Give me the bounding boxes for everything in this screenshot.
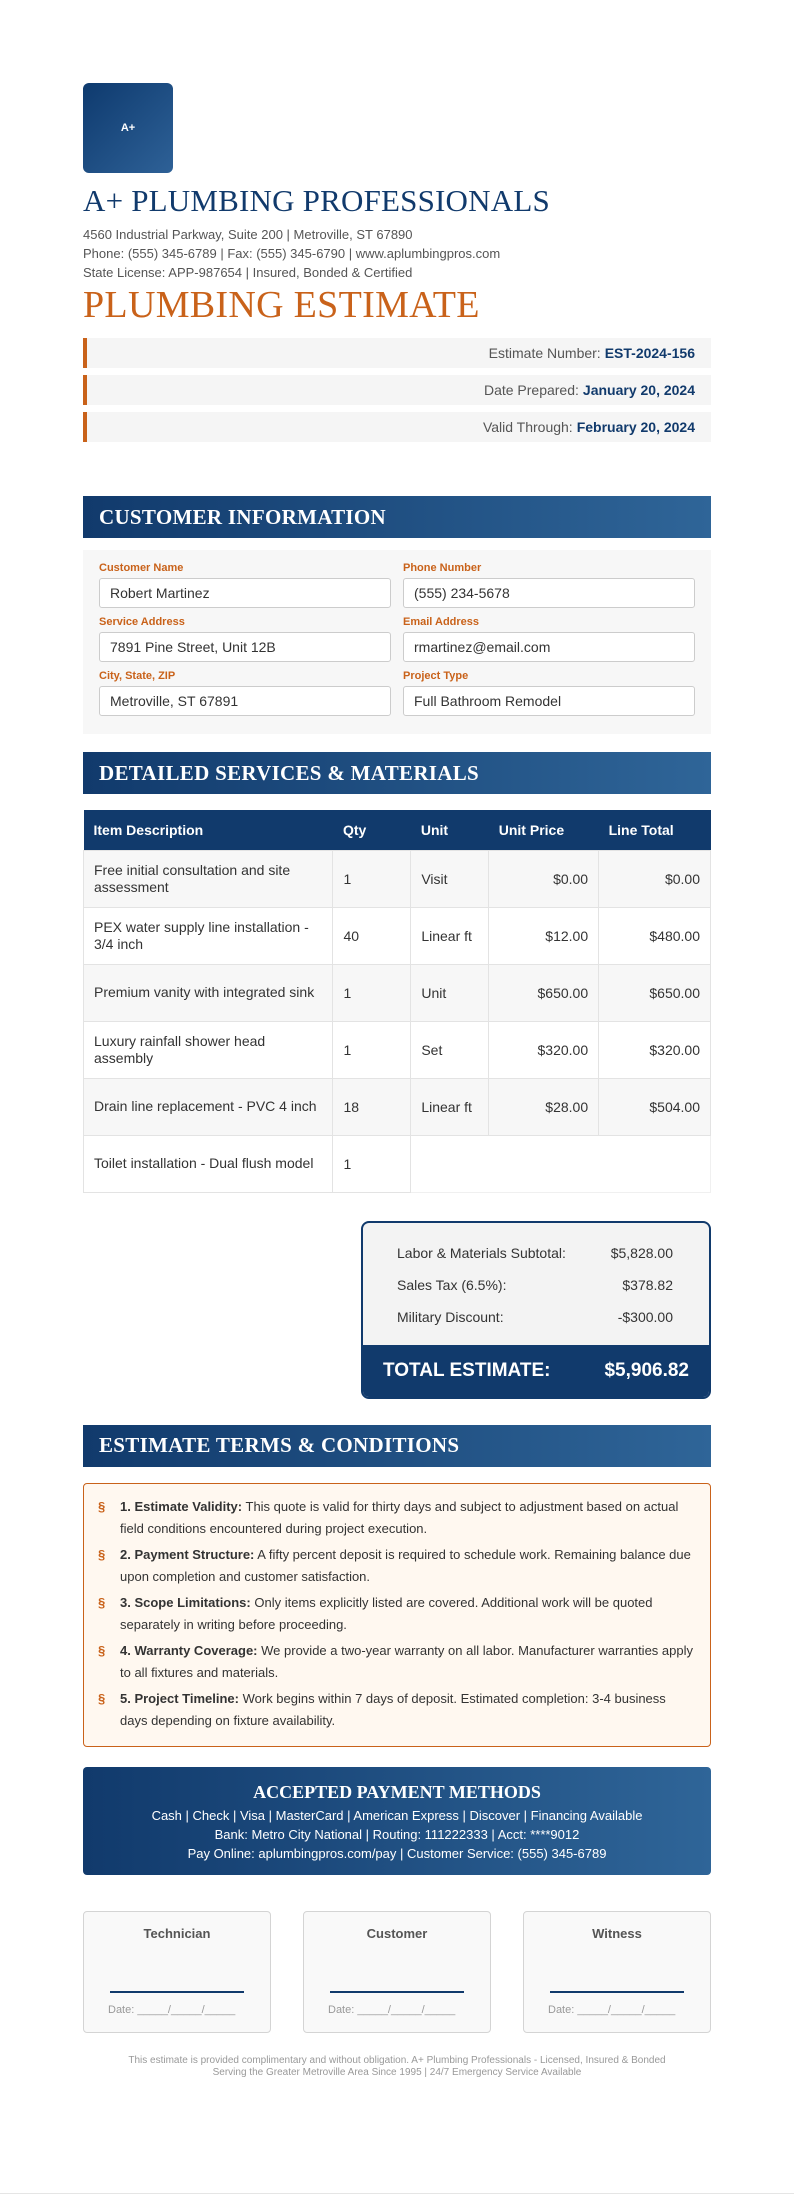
tax-value: $378.82 xyxy=(622,1276,673,1293)
section-symbol: § xyxy=(98,1690,106,1706)
valid-through-row xyxy=(83,412,711,442)
item-qty: 18 xyxy=(333,1078,411,1135)
subtotal-value: $5,828.00 xyxy=(610,1244,673,1261)
customer-info-heading: CUSTOMER INFORMATION xyxy=(83,496,711,538)
payment-methods-line: Cash | Check | Visa | MasterCard | American Express | Discover | Financing Available xyxy=(151,1807,643,1823)
meta-label: Estimate Number: xyxy=(488,345,601,361)
term-text: Work begins within 7 days of deposit. Estimated completion: 3-4 business days depending on fixture availability. xyxy=(120,1690,666,1728)
customer-signature-box[interactable] xyxy=(303,1911,491,2033)
service-address-input[interactable]: 7891 Pine Street, Unit 12B xyxy=(99,632,391,662)
field-label: Customer Name xyxy=(99,562,184,574)
item-unit: Unit xyxy=(411,964,489,1021)
term-title: 4. Warranty Coverage: xyxy=(120,1642,258,1658)
section-symbol: § xyxy=(98,1498,106,1514)
signature-date: Date: _____/_____/_____ xyxy=(548,2003,676,2016)
project-type-input[interactable]: Full Bathroom Remodel xyxy=(403,686,695,716)
email-address-input[interactable]: rmartinez@email.com xyxy=(403,632,695,662)
item-unit: Set xyxy=(411,1021,489,1078)
technician-signature-box[interactable] xyxy=(83,1911,271,2033)
term-title: 3. Scope Limitations: xyxy=(120,1594,251,1610)
phone-number-field xyxy=(403,562,695,608)
meta-label: Date Prepared: xyxy=(483,382,579,398)
item-line-total: $650.00 xyxy=(599,964,711,1021)
item-unit-price: $28.00 xyxy=(489,1078,599,1135)
email-address-field xyxy=(403,616,695,662)
payment-heading: ACCEPTED PAYMENT METHODS xyxy=(253,1781,541,1802)
document-title: PLUMBING ESTIMATE xyxy=(83,284,480,326)
witness-signature-box[interactable] xyxy=(523,1911,711,2033)
signature-section xyxy=(83,1911,711,2033)
term-text: We provide a two-year warranty on all labor. Manufacturer warranties apply to all fixtures and materials. xyxy=(120,1642,693,1680)
section-symbol: § xyxy=(98,1642,106,1658)
services-table xyxy=(83,810,711,1193)
discount-row xyxy=(363,1301,709,1333)
col-header-line-total: Line Total xyxy=(599,810,711,850)
payment-methods-box xyxy=(83,1767,711,1875)
item-qty: 1 xyxy=(333,1021,411,1078)
item-description: PEX water supply line installation - 3/4 inch xyxy=(84,907,333,964)
footer xyxy=(83,2055,711,2079)
item-qty: 1 xyxy=(333,850,411,907)
field-label: Project Type xyxy=(403,670,469,682)
services-heading: DETAILED SERVICES & MATERIALS xyxy=(83,752,711,794)
section-symbol: § xyxy=(98,1546,106,1562)
term-text: This quote is valid for thirty days and subject to adjustment based on actual field conditions encountered during project execution. xyxy=(120,1498,679,1536)
field-label: City, State, ZIP xyxy=(99,670,176,682)
company-contact: Phone: (555) 345-6789 | Fax: (555) 345-6790 | www.aplumbingpros.com xyxy=(83,246,501,261)
phone-number-input[interactable]: (555) 234-5678 xyxy=(403,578,695,608)
project-type-field xyxy=(403,670,695,716)
item-unit: Linear ft xyxy=(411,907,489,964)
term-title: 5. Project Timeline: xyxy=(120,1690,239,1706)
signature-line xyxy=(330,1991,464,1993)
city-state-zip-input[interactable]: Metroville, ST 67891 xyxy=(99,686,391,716)
company-address: 4560 Industrial Parkway, Suite 200 | Metroville, ST 67890 xyxy=(83,227,413,242)
terms-list xyxy=(83,1483,711,1747)
list-item xyxy=(98,1496,694,1540)
valid-through: February 20, 2024 xyxy=(576,419,695,435)
item-description: Drain line replacement - PVC 4 inch xyxy=(84,1078,333,1135)
company-name: A+ PLUMBING PROFESSIONALS xyxy=(83,183,550,218)
item-description: Premium vanity with integrated sink xyxy=(84,964,333,1021)
date-prepared-row xyxy=(83,375,711,405)
service-address-field xyxy=(99,616,391,662)
date-prepared: January 20, 2024 xyxy=(582,382,695,398)
signature-title: Customer xyxy=(366,1925,428,1941)
page-bottom-rule xyxy=(0,2193,794,2194)
table-row xyxy=(84,1078,711,1135)
table-row xyxy=(84,1135,711,1192)
tax-row xyxy=(363,1269,709,1301)
col-header-description: Item Description xyxy=(84,810,333,850)
customer-name-field xyxy=(99,562,391,608)
table-row xyxy=(84,907,711,964)
signature-title: Witness xyxy=(592,1925,642,1941)
totals-box xyxy=(361,1221,711,1399)
table-row xyxy=(84,964,711,1021)
signature-title: Technician xyxy=(143,1925,211,1941)
list-item xyxy=(98,1688,694,1732)
city-state-zip-field xyxy=(99,670,391,716)
subtotal-label: Labor & Materials Subtotal: xyxy=(397,1244,566,1261)
empty-cell xyxy=(411,1135,711,1192)
item-unit-price: $650.00 xyxy=(489,964,599,1021)
item-description: Toilet installation - Dual flush model xyxy=(84,1135,333,1192)
estimate-meta xyxy=(83,338,711,442)
item-description: Free initial consultation and site assessment xyxy=(84,850,333,907)
item-unit-price: $320.00 xyxy=(489,1021,599,1078)
item-line-total: $0.00 xyxy=(599,850,711,907)
item-qty: 1 xyxy=(333,964,411,1021)
footer-line-1: This estimate is provided complimentary and without obligation. A+ Plumbing Professionals - Licensed, Insured & Bonded xyxy=(128,2054,666,2066)
table-header-row xyxy=(84,810,711,850)
footer-line-2: Serving the Greater Metroville Area Since 1995 | 24/7 Emergency Service Available xyxy=(212,2066,582,2078)
signature-line xyxy=(550,1991,684,1993)
terms-heading: ESTIMATE TERMS & CONDITIONS xyxy=(83,1425,711,1467)
item-line-total: $504.00 xyxy=(599,1078,711,1135)
list-item xyxy=(98,1640,694,1684)
logo-text: A+ xyxy=(120,122,136,134)
tax-label: Sales Tax (6.5%): xyxy=(397,1276,507,1293)
signature-date: Date: _____/_____/_____ xyxy=(328,2003,456,2016)
customer-info-form xyxy=(83,550,711,734)
item-qty: 40 xyxy=(333,907,411,964)
list-item xyxy=(98,1592,694,1636)
term-title: 2. Payment Structure: xyxy=(120,1546,255,1562)
grand-total-label: TOTAL ESTIMATE: xyxy=(383,1359,551,1381)
subtotal-row xyxy=(363,1237,709,1269)
item-qty: 1 xyxy=(333,1135,411,1192)
item-line-total: $320.00 xyxy=(599,1021,711,1078)
field-label: Phone Number xyxy=(403,562,482,574)
item-unit: Linear ft xyxy=(411,1078,489,1135)
col-header-unit-price: Unit Price xyxy=(489,810,599,850)
term-text: A fifty percent deposit is required to schedule work. Remaining balance due upon completion and customer satisfaction. xyxy=(120,1546,691,1584)
table-row xyxy=(84,850,711,907)
term-title: 1. Estimate Validity: xyxy=(120,1498,243,1514)
company-license: State License: APP-987654 | Insured, Bonded & Certified xyxy=(83,265,413,280)
list-item xyxy=(98,1544,694,1588)
company-details xyxy=(83,225,711,282)
grand-total-row xyxy=(363,1345,709,1397)
estimate-number: EST-2024-156 xyxy=(604,345,695,361)
field-label: Service Address xyxy=(99,616,185,628)
term-text: Only items explicitly listed are covered. Additional work will be quoted separately in writing before proceeding. xyxy=(120,1594,653,1632)
signature-line xyxy=(110,1991,244,1993)
section-symbol: § xyxy=(98,1594,106,1610)
grand-total-value: $5,906.82 xyxy=(604,1359,689,1381)
signature-date: Date: _____/_____/_____ xyxy=(108,2003,236,2016)
col-header-unit: Unit xyxy=(411,810,489,850)
field-label: Email Address xyxy=(403,616,480,628)
bank-details-line: Bank: Metro City National | Routing: 111222333 | Acct: ****9012 xyxy=(214,1826,580,1842)
col-header-qty: Qty xyxy=(333,810,411,850)
item-description: Luxury rainfall shower head assembly xyxy=(84,1021,333,1078)
item-unit: Visit xyxy=(411,850,489,907)
pay-online-line: Pay Online: aplumbingpros.com/pay | Customer Service: (555) 345-6789 xyxy=(187,1845,607,1861)
estimate-page xyxy=(83,83,711,2079)
item-line-total: $480.00 xyxy=(599,907,711,964)
company-logo xyxy=(83,83,173,173)
customer-name-input[interactable]: Robert Martinez xyxy=(99,578,391,608)
item-unit-price: $0.00 xyxy=(489,850,599,907)
table-row xyxy=(84,1021,711,1078)
meta-label: Valid Through: xyxy=(482,419,573,435)
item-unit-price: $12.00 xyxy=(489,907,599,964)
estimate-number-row xyxy=(83,338,711,368)
discount-value: -$300.00 xyxy=(617,1308,673,1325)
discount-label: Military Discount: xyxy=(397,1308,504,1325)
